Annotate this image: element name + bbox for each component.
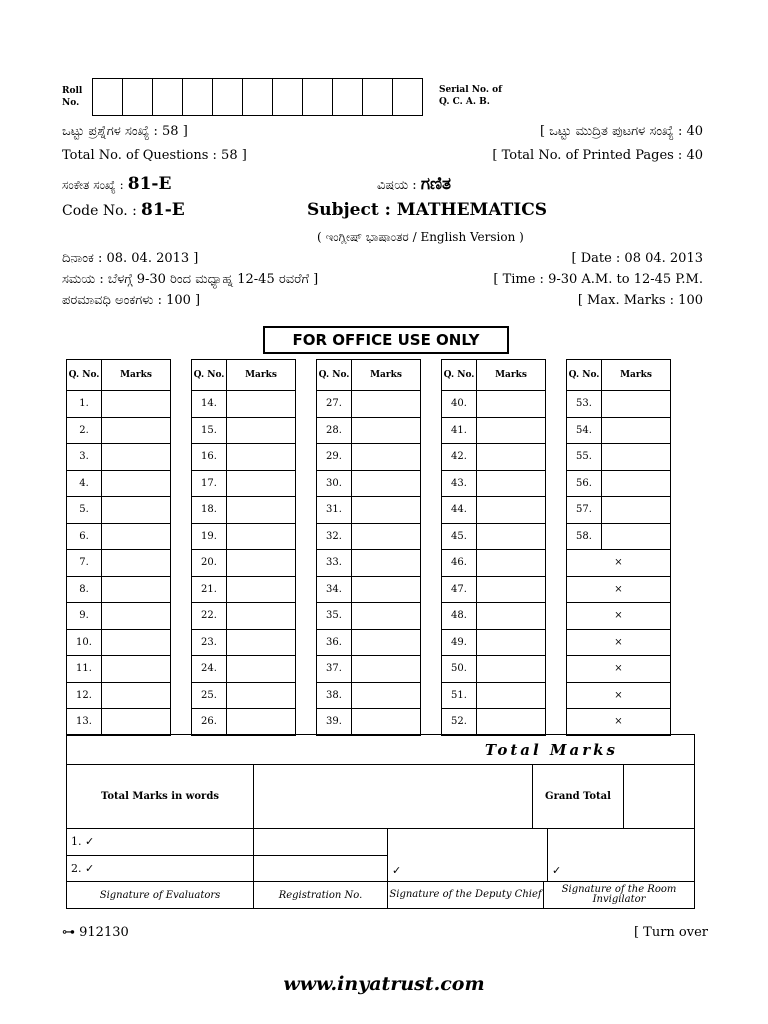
total-marks-words-field[interactable] [254, 765, 533, 829]
kn-code-value: 81-E [127, 174, 172, 194]
marks-cell[interactable] [477, 682, 546, 709]
question-number: 10. [67, 629, 102, 656]
marks-cell[interactable] [227, 523, 296, 550]
grand-total-label: Grand Total [533, 765, 624, 829]
column-gap [546, 470, 567, 497]
signature-deputy-label: Signature of the Deputy Chief [388, 882, 544, 908]
date-row [62, 251, 703, 266]
unused-cell: × [567, 629, 671, 656]
question-number: 49. [442, 629, 477, 656]
registration-1[interactable] [254, 829, 388, 856]
question-number: 25. [192, 682, 227, 709]
q-no-header: Q. No. [192, 360, 227, 391]
marks-cell[interactable] [477, 523, 546, 550]
marks-cell[interactable] [352, 682, 421, 709]
roll-number-boxes [62, 78, 423, 116]
marks-cell[interactable] [477, 709, 546, 736]
column-gap [296, 523, 317, 550]
marks-cell[interactable] [477, 391, 546, 418]
evaluator-1[interactable]: 1. ✓ [67, 829, 254, 856]
marks-cell[interactable] [227, 497, 296, 524]
table-row [67, 709, 671, 736]
question-number: 11. [67, 656, 102, 683]
column-gap [421, 550, 442, 577]
total-marks-label: Total Marks [67, 735, 695, 765]
marks-cell[interactable] [352, 709, 421, 736]
kn-subject-label: ವಿಷಯ : [377, 178, 417, 193]
column-gap [421, 391, 442, 418]
marks-cell[interactable] [102, 550, 171, 577]
office-use-title: FOR OFFICE USE ONLY [263, 326, 509, 354]
marks-cell[interactable] [102, 709, 171, 736]
column-gap [171, 360, 192, 391]
question-number: 39. [317, 709, 352, 736]
marks-cell[interactable] [477, 550, 546, 577]
column-gap [171, 391, 192, 418]
question-number: 31. [317, 497, 352, 524]
marks-cell[interactable] [352, 550, 421, 577]
column-gap [296, 391, 317, 418]
kn-questions-pages-row [62, 124, 703, 139]
question-number: 50. [442, 656, 477, 683]
marks-cell[interactable] [602, 444, 671, 471]
roll-digit-box[interactable] [303, 79, 333, 116]
column-gap [171, 497, 192, 524]
column-gap [296, 603, 317, 630]
question-number: 2. [67, 417, 102, 444]
column-gap [296, 470, 317, 497]
question-number: 56. [567, 470, 602, 497]
kn-max-marks: ಪರಮಾವಧಿ ಅಂಕಗಳು : 100 ] [62, 293, 201, 308]
column-gap [421, 417, 442, 444]
question-number: 28. [317, 417, 352, 444]
column-gap [296, 709, 317, 736]
marks-cell[interactable] [352, 629, 421, 656]
marks-cell[interactable] [602, 417, 671, 444]
roll-digit-box[interactable] [153, 79, 183, 116]
column-gap [546, 391, 567, 418]
question-number: 54. [567, 417, 602, 444]
column-gap [296, 682, 317, 709]
marks-cell[interactable] [352, 523, 421, 550]
question-number: 43. [442, 470, 477, 497]
column-gap [546, 497, 567, 524]
table-row [67, 470, 671, 497]
marks-cell[interactable] [477, 470, 546, 497]
question-number: 13. [67, 709, 102, 736]
question-number: 33. [317, 550, 352, 577]
code-value: 81-E [141, 200, 185, 220]
question-number: 29. [317, 444, 352, 471]
roll-digit-box[interactable] [243, 79, 273, 116]
question-number: 17. [192, 470, 227, 497]
question-number: 27. [317, 391, 352, 418]
marks-cell[interactable] [102, 523, 171, 550]
table-row [67, 656, 671, 683]
question-number: 12. [67, 682, 102, 709]
question-number: 45. [442, 523, 477, 550]
roll-digit-box[interactable] [213, 79, 243, 116]
marks-cell[interactable] [602, 391, 671, 418]
column-gap [546, 550, 567, 577]
marks-cell[interactable] [477, 576, 546, 603]
column-gap [546, 523, 567, 550]
roll-digit-box[interactable] [93, 79, 123, 116]
marks-cell[interactable] [602, 497, 671, 524]
column-gap [421, 576, 442, 603]
question-number: 35. [317, 603, 352, 630]
evaluator-2[interactable]: 2. ✓ [67, 855, 254, 882]
question-number: 48. [442, 603, 477, 630]
marks-cell[interactable] [477, 417, 546, 444]
question-number: 46. [442, 550, 477, 577]
marks-cell[interactable] [352, 391, 421, 418]
marks-cell[interactable] [227, 417, 296, 444]
marks-cell[interactable] [102, 417, 171, 444]
column-gap [171, 444, 192, 471]
kn-total-pages: [ ಒಟ್ಟು ಮುದ್ರಿತ ಪುಟಗಳ ಸಂಖ್ಯೆ : 40 [539, 124, 703, 139]
grand-total-field[interactable] [624, 765, 695, 829]
question-number: 32. [317, 523, 352, 550]
column-gap [296, 629, 317, 656]
marks-cell[interactable] [227, 682, 296, 709]
column-gap [546, 629, 567, 656]
question-number: 7. [67, 550, 102, 577]
question-number: 15. [192, 417, 227, 444]
column-gap [421, 470, 442, 497]
question-number: 22. [192, 603, 227, 630]
column-gap [421, 603, 442, 630]
website-url[interactable]: www.inyatrust.com [283, 973, 485, 995]
question-number: 51. [442, 682, 477, 709]
column-gap [171, 576, 192, 603]
column-gap [546, 656, 567, 683]
marks-header: Marks [602, 360, 671, 391]
column-gap [421, 656, 442, 683]
marks-cell[interactable] [477, 656, 546, 683]
date: [ Date : 08 04. 2013 [571, 251, 703, 266]
question-number: 38. [317, 682, 352, 709]
column-gap [546, 417, 567, 444]
column-gap [171, 656, 192, 683]
q-no-header: Q. No. [442, 360, 477, 391]
q-no-header: Q. No. [317, 360, 352, 391]
roll-digit-box[interactable] [363, 79, 393, 116]
question-number: 52. [442, 709, 477, 736]
registration-2[interactable] [254, 855, 388, 882]
question-number: 57. [567, 497, 602, 524]
marks-cell[interactable] [102, 603, 171, 630]
question-number: 34. [317, 576, 352, 603]
column-gap [421, 682, 442, 709]
serial-label-line1: Serial No. of [439, 85, 502, 95]
column-gap [171, 629, 192, 656]
question-number: 26. [192, 709, 227, 736]
column-gap [546, 576, 567, 603]
marks-cell[interactable] [227, 444, 296, 471]
subject-title: Subject : MATHEMATICS [307, 200, 548, 220]
roll-label: Roll No. [62, 86, 83, 108]
question-number: 55. [567, 444, 602, 471]
question-number: 21. [192, 576, 227, 603]
roll-digit-box[interactable] [123, 79, 153, 116]
unused-cell: × [567, 550, 671, 577]
marks-cell[interactable] [352, 656, 421, 683]
column-gap [171, 523, 192, 550]
column-gap [421, 497, 442, 524]
marks-cell[interactable] [352, 576, 421, 603]
marks-cell[interactable] [352, 417, 421, 444]
serial-label [439, 84, 502, 108]
column-gap [296, 550, 317, 577]
total-marks-words-label: Total Marks in words [67, 765, 254, 829]
column-gap [296, 576, 317, 603]
marks-cell[interactable] [477, 497, 546, 524]
question-number: 1. [67, 391, 102, 418]
unused-cell: × [567, 682, 671, 709]
question-number: 24. [192, 656, 227, 683]
marks-cell[interactable] [602, 523, 671, 550]
marks-cell[interactable] [102, 656, 171, 683]
column-gap [546, 603, 567, 630]
kn-code-label: ಸಂಕೇತ ಸಂಖ್ಯೆ : [62, 178, 124, 192]
marks-cell[interactable] [352, 470, 421, 497]
marks-cell[interactable] [102, 391, 171, 418]
marks-cell[interactable] [102, 444, 171, 471]
marks-cell[interactable] [227, 709, 296, 736]
column-gap [296, 417, 317, 444]
marks-cell[interactable] [227, 391, 296, 418]
table-row [67, 417, 671, 444]
question-number: 58. [567, 523, 602, 550]
roll-digit-box[interactable] [183, 79, 213, 116]
totals-table [66, 734, 695, 909]
total-pages: [ Total No. of Printed Pages : 40 [492, 148, 703, 163]
marks-cell[interactable] [102, 470, 171, 497]
question-number: 37. [317, 656, 352, 683]
table-row [67, 603, 671, 630]
table-row [67, 497, 671, 524]
column-gap [171, 709, 192, 736]
key-icon: ⊶ [62, 925, 75, 940]
marks-cell[interactable] [102, 576, 171, 603]
table-row [67, 523, 671, 550]
question-number: 53. [567, 391, 602, 418]
kn-code-row [62, 174, 703, 194]
deputy-tick: ✓ [392, 864, 402, 877]
kn-date: ದಿನಾಂಕ : 08. 04. 2013 ] [62, 251, 199, 266]
column-gap [421, 360, 442, 391]
column-gap [296, 656, 317, 683]
column-gap [421, 629, 442, 656]
marks-header: Marks [102, 360, 171, 391]
column-gap [546, 444, 567, 471]
serial-label-line2: Q. C. A. B. [439, 97, 490, 107]
kn-time: ಸಮಯ : ಬೆಳಗ್ಗೆ 9-30 ರಿಂದ ಮಧ್ಯಾಹ್ನ 12-45 ರವರೆಗೆ ] [62, 272, 319, 287]
q-no-header: Q. No. [67, 360, 102, 391]
question-number: 5. [67, 497, 102, 524]
question-number: 6. [67, 523, 102, 550]
question-number: 19. [192, 523, 227, 550]
column-gap [421, 709, 442, 736]
max-marks: [ Max. Marks : 100 [577, 293, 703, 308]
code-label: Code No. : [62, 203, 137, 219]
marks-header: Marks [477, 360, 546, 391]
marks-cell[interactable] [102, 497, 171, 524]
question-number: 8. [67, 576, 102, 603]
deputy-invigilator-area [388, 829, 695, 882]
column-gap [171, 682, 192, 709]
unused-cell: × [567, 709, 671, 736]
question-number: 4. [67, 470, 102, 497]
column-gap [296, 360, 317, 391]
question-number: 30. [317, 470, 352, 497]
marks-table [66, 359, 671, 736]
question-number: 3. [67, 444, 102, 471]
time: [ Time : 9-30 A.M. to 12-45 P.M. [493, 272, 703, 287]
question-number: 9. [67, 603, 102, 630]
column-gap [171, 550, 192, 577]
marks-cell[interactable] [227, 656, 296, 683]
column-gap [546, 709, 567, 736]
unused-cell: × [567, 656, 671, 683]
question-number: 36. [317, 629, 352, 656]
total-questions: Total No. of Questions : 58 ] [62, 148, 247, 163]
marks-cell[interactable] [227, 470, 296, 497]
marks-cell[interactable] [102, 629, 171, 656]
table-row [67, 391, 671, 418]
question-number: 18. [192, 497, 227, 524]
marks-cell[interactable] [352, 603, 421, 630]
signature-invigilator-label: Signature of the Room Invigilator [561, 884, 677, 905]
max-marks-row [62, 293, 703, 308]
roll-digit-box[interactable] [273, 79, 303, 116]
registration-label: Registration No. [254, 882, 388, 909]
marks-cell[interactable] [227, 550, 296, 577]
column-gap [296, 497, 317, 524]
question-number: 40. [442, 391, 477, 418]
code-subject-row [62, 200, 703, 220]
question-number: 23. [192, 629, 227, 656]
column-gap [296, 444, 317, 471]
invigilator-tick: ✓ [552, 864, 562, 877]
column-gap [546, 360, 567, 391]
table-row [67, 629, 671, 656]
question-number: 44. [442, 497, 477, 524]
marks-cell[interactable] [352, 497, 421, 524]
column-gap [421, 523, 442, 550]
column-gap [171, 417, 192, 444]
marks-header: Marks [352, 360, 421, 391]
question-number: 16. [192, 444, 227, 471]
footer-code: 912130 [79, 925, 129, 940]
marks-header: Marks [227, 360, 296, 391]
q-no-header: Q. No. [567, 360, 602, 391]
marks-cell[interactable] [477, 444, 546, 471]
kn-subject-value: ಗಣಿತ [420, 174, 452, 194]
marks-cell[interactable] [352, 444, 421, 471]
column-gap [421, 444, 442, 471]
questions-pages-row [62, 148, 703, 163]
column-gap [171, 470, 192, 497]
question-number: 42. [442, 444, 477, 471]
signature-evaluators-label: Signature of Evaluators [67, 882, 254, 909]
turn-over: [ Turn over [633, 925, 708, 940]
marks-cell[interactable] [102, 682, 171, 709]
version-text: ( ಇಂಗ್ಲೀಷ್ ಭಾಷಾಂತರ / English Version ) [317, 230, 524, 244]
marks-cell[interactable] [227, 576, 296, 603]
question-number: 14. [192, 391, 227, 418]
table-row [67, 576, 671, 603]
roll-digit-box[interactable] [393, 79, 423, 116]
footer-code-row [62, 925, 129, 940]
table-row [67, 550, 671, 577]
unused-cell: × [567, 576, 671, 603]
time-row [62, 272, 703, 287]
unused-cell: × [567, 603, 671, 630]
roll-digit-box[interactable] [333, 79, 363, 116]
column-gap [546, 682, 567, 709]
question-number: 47. [442, 576, 477, 603]
marks-cell[interactable] [477, 603, 546, 630]
question-number: 20. [192, 550, 227, 577]
marks-cell[interactable] [477, 629, 546, 656]
table-row [67, 682, 671, 709]
marks-cell[interactable] [227, 629, 296, 656]
kn-total-questions: ಒಟ್ಟು ಪ್ರಶ್ನೆಗಳ ಸಂಖ್ಯೆ : 58 ] [62, 124, 188, 139]
table-row [67, 444, 671, 471]
question-number: 41. [442, 417, 477, 444]
column-gap [171, 603, 192, 630]
marks-cell[interactable] [227, 603, 296, 630]
marks-cell[interactable] [602, 470, 671, 497]
